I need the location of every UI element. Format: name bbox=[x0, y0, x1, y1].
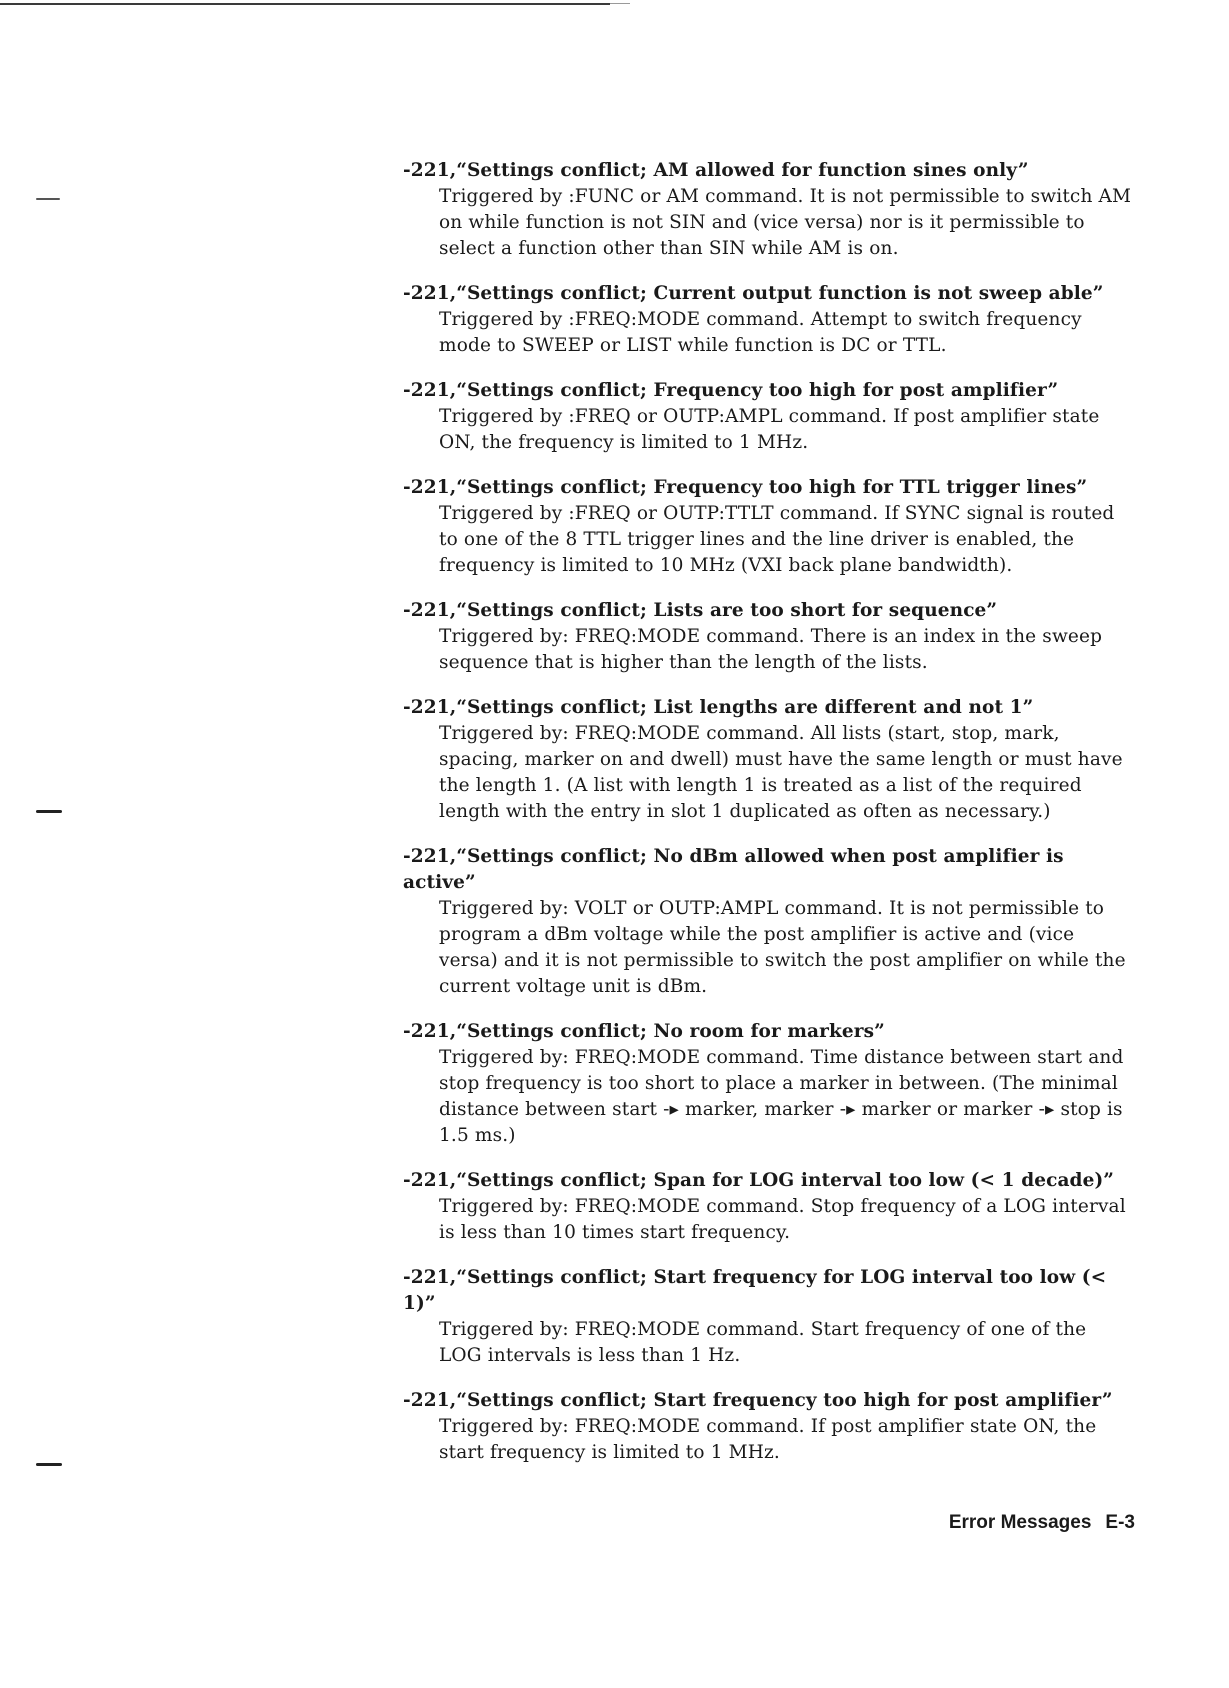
error-title: -221,“Settings conflict; AM allowed for function sines only” bbox=[403, 160, 1029, 181]
error-description: Triggered by: FREQ:MODE command. Time distance between start and stop frequency is too short to place a marker in between. (The minimal distance between start -▸ marker, marker -▸ marker or marker -▸ stop is 1.5 ms.) bbox=[439, 1047, 1124, 1146]
error-entry bbox=[403, 1388, 1133, 1466]
page-footer bbox=[935, 1512, 1135, 1534]
error-entry bbox=[403, 1168, 1133, 1246]
error-entry bbox=[403, 1019, 1133, 1149]
error-description: Triggered by: FREQ:MODE command. Stop frequency of a LOG interval is less than 10 times start frequency. bbox=[439, 1196, 1126, 1243]
error-description: Triggered by :FREQ or OUTP:TTLT command. If SYNC signal is routed to one of the 8 TTL trigger lines and the line driver is enabled, the frequency is limited to 10 MHz (VXI back plane bandwidth). bbox=[439, 503, 1115, 576]
error-title: -221,“Settings conflict; Start frequency for LOG interval too low (< 1)” bbox=[403, 1267, 1107, 1314]
margin-mark bbox=[36, 198, 60, 200]
footer-section-title: Error Messages bbox=[948, 1512, 1092, 1533]
error-description: Triggered by :FREQ:MODE command. Attempt to switch frequency mode to SWEEP or LIST while function is DC or TTL. bbox=[439, 309, 1082, 356]
error-entry bbox=[403, 598, 1133, 676]
error-title: -221,“Settings conflict; No room for markers” bbox=[403, 1021, 885, 1042]
error-title: -221,“Settings conflict; Start frequency too high for post amplifier” bbox=[403, 1390, 1113, 1411]
error-title: -221,“Settings conflict; Frequency too high for TTL trigger lines” bbox=[403, 477, 1088, 498]
error-entry bbox=[403, 844, 1133, 1000]
error-list bbox=[403, 158, 1133, 1485]
error-title: -221,“Settings conflict; Lists are too short for sequence” bbox=[403, 600, 998, 621]
error-title: -221,“Settings conflict; Current output function is not sweep able” bbox=[403, 283, 1104, 304]
error-entry bbox=[403, 475, 1133, 579]
error-entry bbox=[403, 378, 1133, 456]
top-rule bbox=[0, 3, 610, 5]
margin-mark bbox=[36, 810, 62, 813]
error-entry bbox=[403, 158, 1133, 262]
error-description: Triggered by :FREQ or OUTP:AMPL command. If post amplifier state ON, the frequency is limited to 1 MHz. bbox=[439, 406, 1100, 453]
error-description: Triggered by: FREQ:MODE command. All lists (start, stop, mark, spacing, marker on and dwell) must have the same length or must have the length 1. (A list with length 1 is treated as a list of the required length with the entry in slot 1 duplicated as often as necessary.) bbox=[439, 723, 1123, 822]
error-title: -221,“Settings conflict; Frequency too high for post amplifier” bbox=[403, 380, 1059, 401]
error-description: Triggered by :FUNC or AM command. It is not permissible to switch AM on while function is not SIN and (vice versa) nor is it permissible to select a function other than SIN while AM is on. bbox=[439, 186, 1132, 259]
error-title: -221,“Settings conflict; List lengths are different and not 1” bbox=[403, 697, 1034, 718]
error-description: Triggered by: VOLT or OUTP:AMPL command. It is not permissible to program a dBm voltage while the post amplifier is active and (vice versa) and it is not permissible to switch the post amplifier on while the current voltage unit is dBm. bbox=[439, 898, 1126, 997]
error-entry bbox=[403, 695, 1133, 825]
error-entry bbox=[403, 1265, 1133, 1369]
error-description: Triggered by: FREQ:MODE command. If post amplifier state ON, the start frequency is limited to 1 MHz. bbox=[439, 1416, 1097, 1463]
error-description: Triggered by: FREQ:MODE command. Start frequency of one of the LOG intervals is less than 1 Hz. bbox=[439, 1319, 1087, 1366]
error-title: -221,“Settings conflict; No dBm allowed when post amplifier is active” bbox=[403, 846, 1064, 893]
error-description: Triggered by: FREQ:MODE command. There is an index in the sweep sequence that is higher than the length of the lists. bbox=[439, 626, 1103, 673]
error-title: -221,“Settings conflict; Span for LOG interval too low (< 1 decade)” bbox=[403, 1170, 1115, 1191]
page-number: E-3 bbox=[1105, 1512, 1135, 1533]
top-rule-fade bbox=[610, 3, 630, 4]
error-entry bbox=[403, 281, 1133, 359]
margin-mark bbox=[36, 1463, 62, 1466]
